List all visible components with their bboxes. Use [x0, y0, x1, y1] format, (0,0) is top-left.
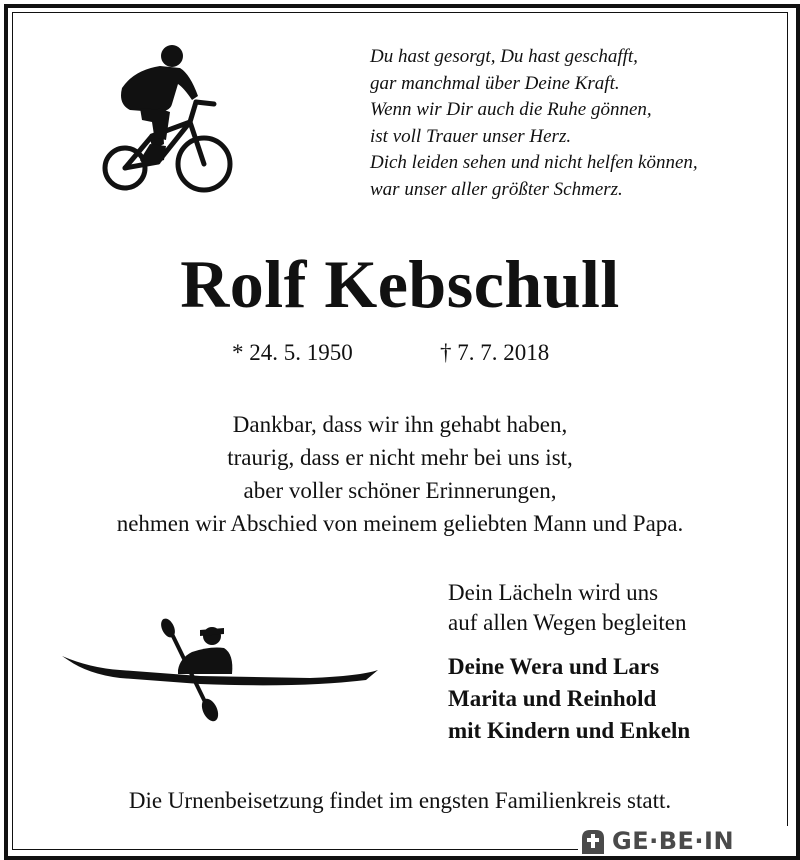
smile-line: Dein Lächeln wird uns	[448, 580, 659, 605]
deceased-name: Rolf Kebschull	[180, 246, 620, 322]
poem-line: Dich leiden sehen und nicht helfen können,	[370, 152, 698, 173]
publisher-logo	[578, 826, 792, 856]
death-date: † 7. 7. 2018	[440, 340, 550, 365]
tribute-line: aber voller schöner Erinnerungen,	[243, 478, 557, 503]
family-line: Deine Wera und Lars	[448, 654, 660, 679]
smile-quote	[448, 578, 788, 638]
logo-text: GE·BE·IN	[612, 827, 735, 855]
poem-line: Wenn wir Dir auch die Ruhe gönnen,	[370, 99, 652, 120]
gravestone-icon	[578, 826, 608, 856]
poem-line: war unser aller größter Schmerz.	[370, 178, 623, 200]
cyclist-silhouette	[100, 44, 240, 204]
poem-line: gar manchmal über Deine Kraft.	[370, 72, 620, 94]
smile-line: auf allen Wegen begleiten	[448, 610, 687, 635]
poem	[370, 44, 790, 203]
poem-line: Du hast gesorgt, Du hast geschafft,	[370, 46, 638, 67]
tribute-line: Dankbar, dass wir ihn gehabt haben,	[232, 412, 568, 437]
burial-notice: Die Urnenbeisetzung findet im engsten Familienkreis statt.	[128, 788, 672, 813]
birth-date: * 24. 5. 1950	[232, 340, 353, 365]
poem-line: ist voll Trauer unser Herz.	[370, 125, 572, 147]
family-signature	[448, 651, 788, 747]
kayaker-silhouette	[60, 618, 382, 726]
tribute-line: traurig, dass er nicht mehr bei uns ist,	[227, 445, 573, 470]
family-line: mit Kindern und Enkeln	[448, 718, 691, 743]
family-line: Marita und Reinhold	[448, 686, 657, 711]
tribute-line: nehmen wir Abschied von meinem geliebten Mann und Papa.	[116, 511, 684, 536]
tribute-text	[0, 408, 800, 540]
